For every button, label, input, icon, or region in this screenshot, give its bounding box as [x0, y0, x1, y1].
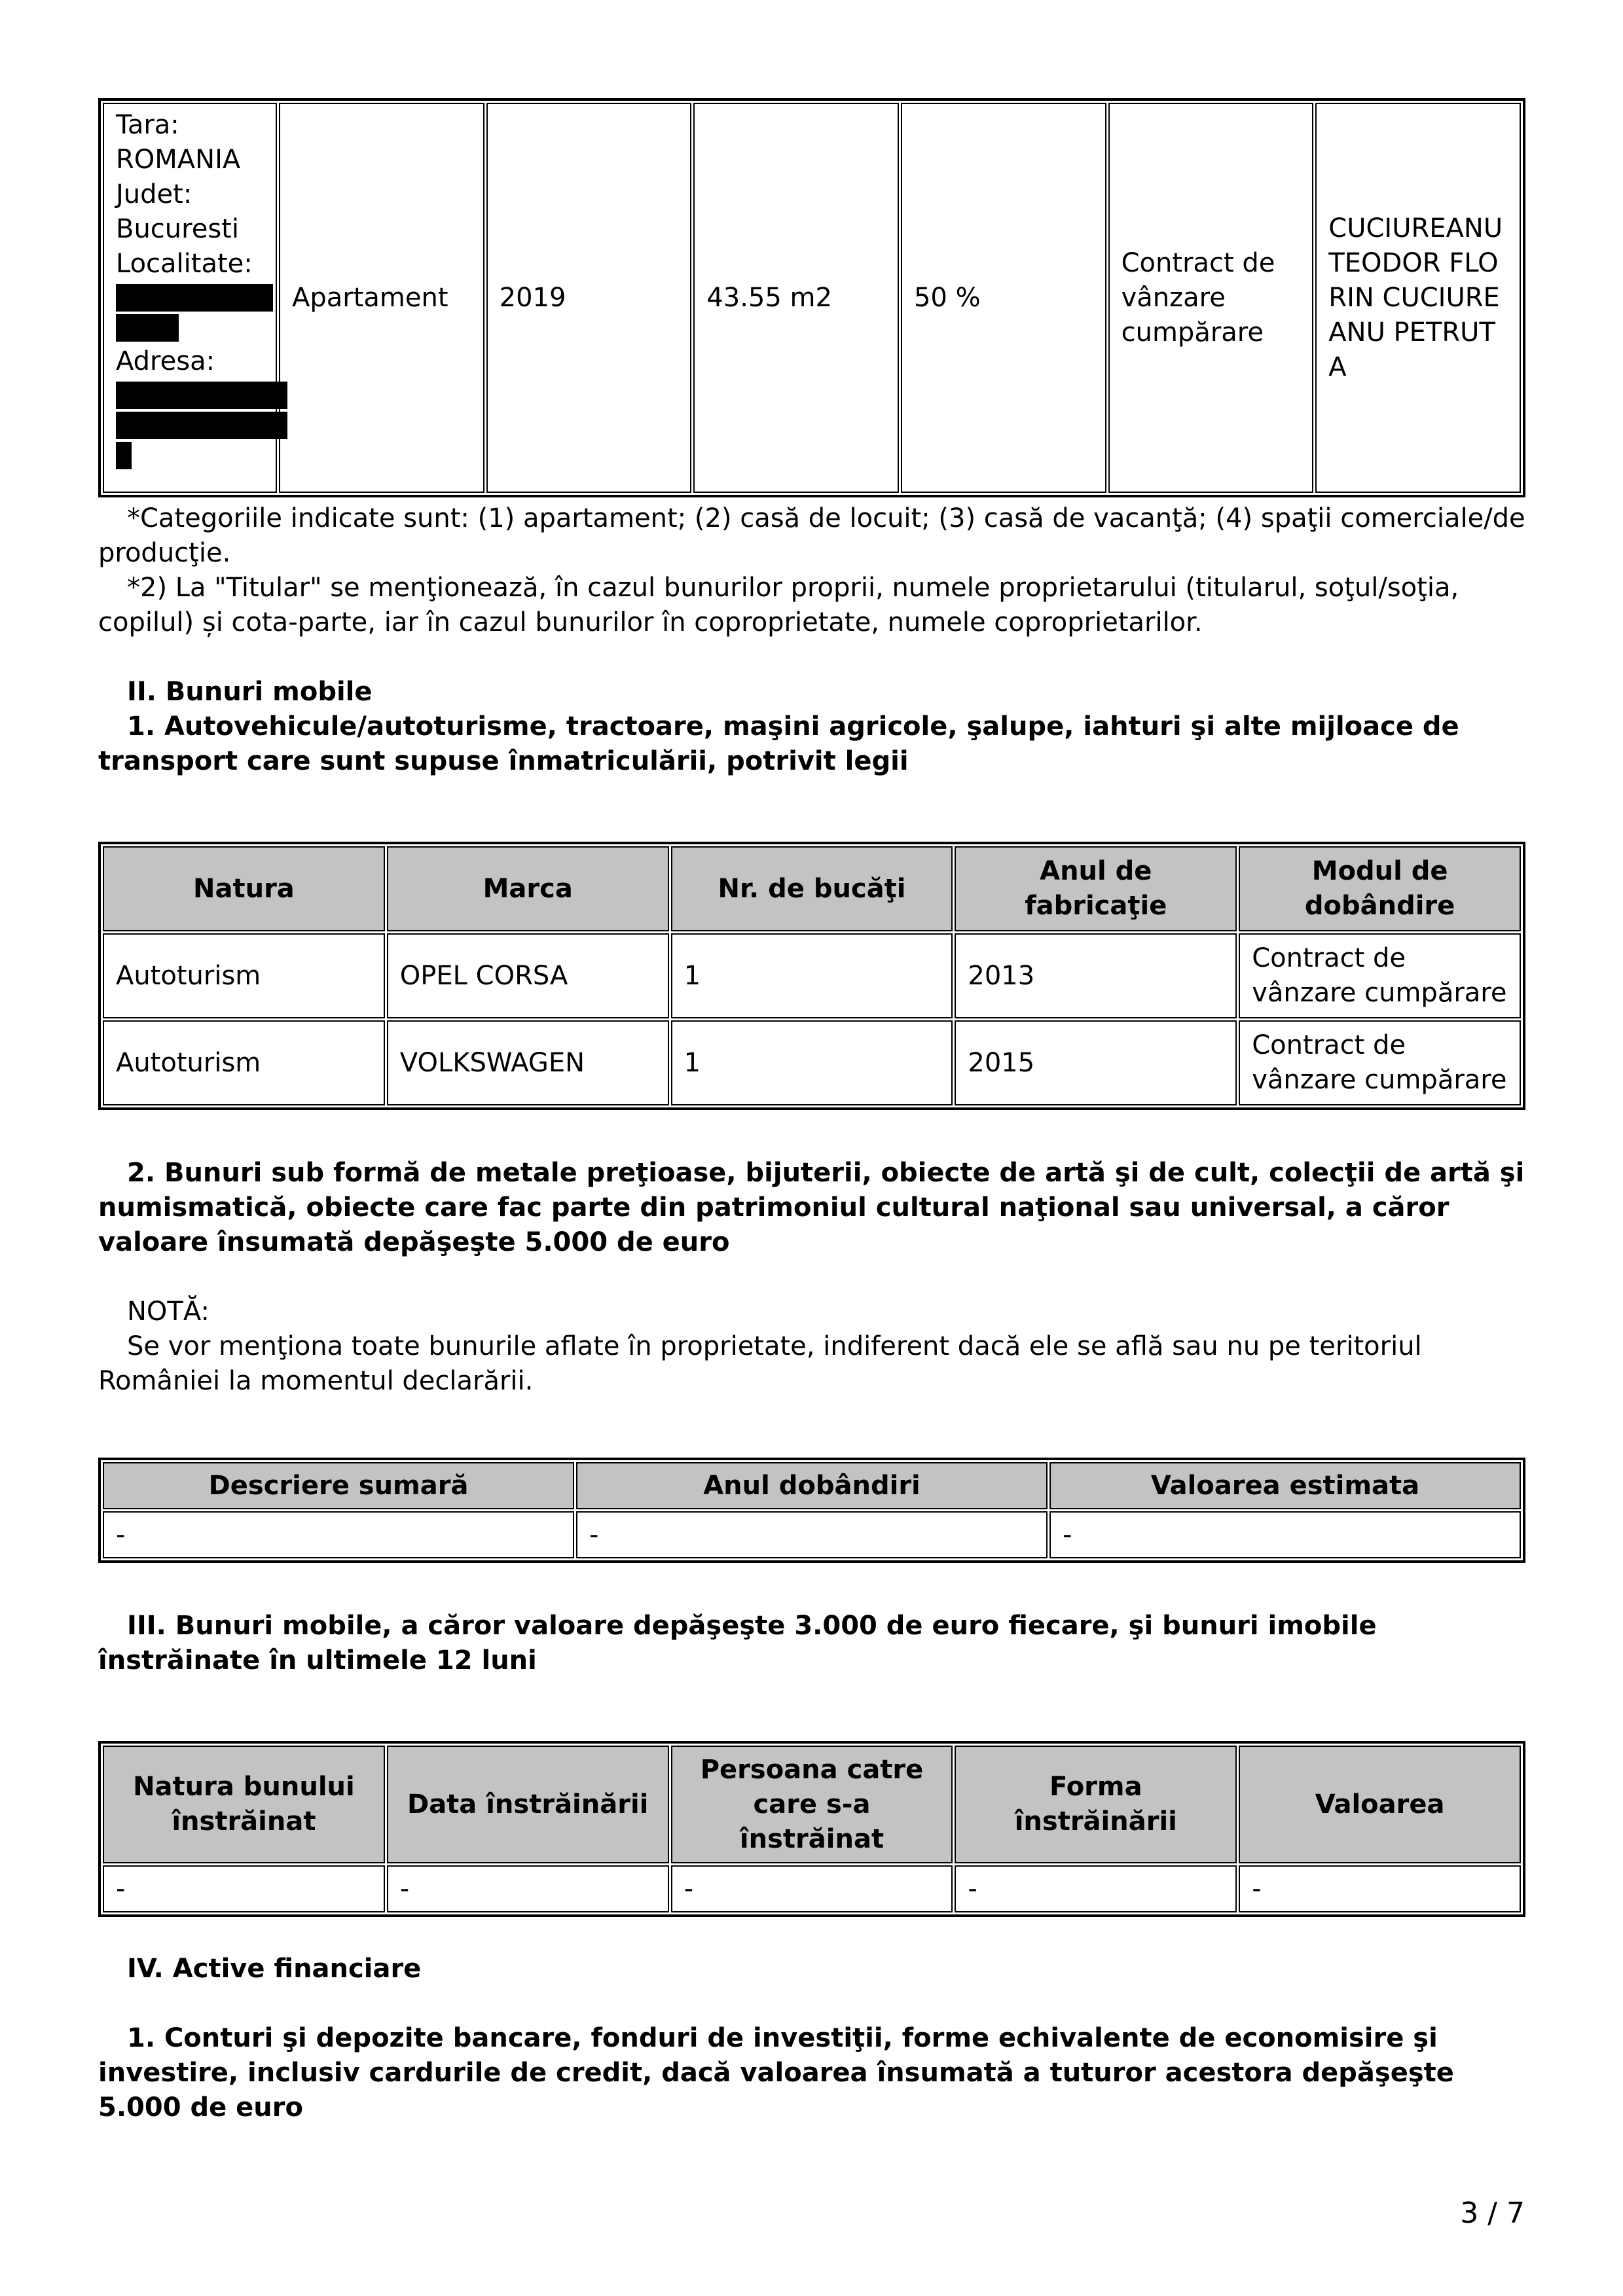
table-cell: - [387, 1865, 669, 1912]
column-header: Natura [103, 846, 385, 931]
table-row [103, 1865, 1521, 1912]
redaction-bar [116, 382, 287, 409]
header-row [103, 1462, 1521, 1509]
location-line: ROMANIA [116, 145, 241, 175]
acquisition-cell: Contract de vânzare cumpărare [1108, 103, 1314, 493]
table-cell: - [103, 1865, 385, 1912]
table-cell: - [1239, 1865, 1521, 1912]
column-header: Natura bunului înstrăinat [103, 1746, 385, 1863]
section-title: III. Bunuri mobile, a căror valoare depăşeşte 3.000 de euro fiecare, şi bunuri imobile înstrăinate în ultimele 12 luni [98, 1611, 1377, 1676]
table-cell: 2015 [955, 1020, 1237, 1105]
column-header: Forma înstrăinării [955, 1746, 1237, 1863]
table-cell: Contract de vânzare cumpărare [1239, 1020, 1521, 1105]
note-categories: *Categoriile indicate sunt: (1) apartament; (2) casă de locuit; (3) casă de vacanţă; (4) spaţii comerciale/de producţie. [98, 503, 1525, 568]
holder-cell: CUCIUREANU TEODOR FLORIN CUCIUREANU PETRUTA [1315, 103, 1521, 493]
document-body [98, 98, 1525, 2125]
nota-label: NOTĂ: [127, 1297, 210, 1327]
section-title: IV. Active financiare [127, 1954, 422, 1984]
property-table [98, 98, 1525, 497]
table-cell: Contract de vânzare cumpărare [1239, 933, 1521, 1018]
table-cell: VOLKSWAGEN [387, 1020, 669, 1105]
table-cell: - [103, 1511, 574, 1558]
nota-text: Se vor menţiona toate bunurile aflate în proprietate, indiferent dacă ele se află sau nu pe teritoriul României la momentul declarării. [98, 1331, 1422, 1396]
subsection-title: 1. Conturi şi depozite bancare, fonduri de investiţii, forme echivalente de economisire şi investire, inclusiv cardurile de credit, dacă valoarea însumată a tuturor acestora depăşeşte 5.000 de euro [98, 2023, 1454, 2123]
alienated-assets-table [98, 1741, 1525, 1917]
table-row [103, 103, 1521, 493]
category-cell: Apartament [279, 103, 484, 493]
column-header: Persoana catre care s-a înstrăinat [671, 1746, 953, 1863]
location-line: Judet: [116, 179, 192, 209]
table-cell: - [955, 1865, 1237, 1912]
column-header: Data înstrăinării [387, 1746, 669, 1863]
location-cell [103, 103, 277, 493]
column-header: Valoarea [1239, 1746, 1521, 1863]
location-line: Bucuresti [116, 214, 239, 244]
column-header: Modul de dobândire [1239, 846, 1521, 931]
header-row [103, 1746, 1521, 1863]
header-row [103, 846, 1521, 931]
table-cell: 2013 [955, 933, 1237, 1018]
area-cell: 43.55 m2 [693, 103, 899, 493]
note-titular: *2) La "Titular" se menţionează, în cazul bunurilor proprii, numele proprietarului (titularul, soţul/soţia, copilul) și cota-parte, iar în cazul bunurilor în coproprietate, numele coproprietarilor. [98, 573, 1459, 637]
table-row [103, 933, 1521, 1018]
table-row [103, 1511, 1521, 1558]
column-header: Valoarea estimata [1049, 1462, 1521, 1509]
year-cell: 2019 [486, 103, 692, 493]
column-header: Marca [387, 846, 669, 931]
share-cell: 50 % [901, 103, 1106, 493]
redaction-bar [116, 442, 132, 469]
column-header: Nr. de bucăţi [671, 846, 953, 931]
table-cell: 1 [671, 933, 953, 1018]
location-line: Tara: [116, 110, 179, 140]
subsection-title: 2. Bunuri sub formă de metale preţioase, bijuterii, obiecte de artă şi de cult, colecţii de artă şi numismatică, obiecte care fac parte din patrimoniul cultural naţional sau universal, a căror valoare însumată depăşeşte 5.000 de euro [98, 1158, 1525, 1257]
table-cell: - [576, 1511, 1048, 1558]
table-cell: - [1049, 1511, 1521, 1558]
redaction-bar [116, 314, 179, 342]
table-cell: Autoturism [103, 933, 385, 1018]
column-header: Descriere sumară [103, 1462, 574, 1509]
column-header: Anul de fabricaţie [955, 846, 1237, 931]
redaction-bar [116, 412, 287, 439]
address-label: Adresa: [116, 346, 215, 376]
section-title: II. Bunuri mobile [127, 677, 373, 707]
location-line: Localitate: [116, 249, 253, 279]
page-number: 3 / 7 [1460, 2197, 1525, 2230]
table-cell: Autoturism [103, 1020, 385, 1105]
vehicles-table [98, 842, 1525, 1110]
table-cell: - [671, 1865, 953, 1912]
column-header: Anul dobândiri [576, 1462, 1048, 1509]
redaction-bar [116, 284, 273, 312]
table-row [103, 1020, 1521, 1105]
valuables-table [98, 1458, 1525, 1563]
subsection-title: 1. Autovehicule/autoturisme, tractoare, maşini agricole, şalupe, iahturi şi alte mijloace de transport care sunt supuse înmatriculării, potrivit legii [98, 711, 1459, 776]
table-cell: 1 [671, 1020, 953, 1105]
table-cell: OPEL CORSA [387, 933, 669, 1018]
